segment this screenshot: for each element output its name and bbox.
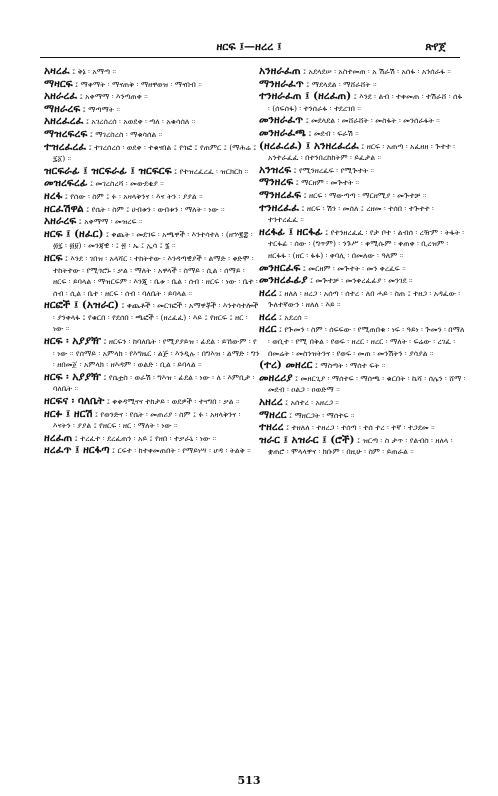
entry-headword: ማንዘራፈጥ: [259, 77, 304, 90]
dictionary-entry: [259, 435, 466, 458]
dictionary-entry: [44, 396, 260, 408]
dictionary-entry: [259, 203, 466, 226]
entry-headword: ዝራር ፤ አዝራር ፤ (ሮች): [259, 433, 355, 446]
entry-headword: አዘረረ: [259, 396, 283, 409]
dictionary-entry: [44, 409, 260, 432]
entry-headword: ዝርፍራፊ ፤ ዝርፍራፊ ፤ ዝርፍርፍ: [44, 164, 172, 177]
entry-headword: መዘረሪያ: [259, 371, 293, 384]
entry-headword: ማዘራረፍ: [44, 102, 81, 115]
entry-headword: አዛረፈ: [44, 66, 70, 77]
entry-headword: አንዝረፍ: [259, 163, 292, 176]
entry-definition: ፤ መጕተቻ ፡ መንቀረፈፊያ ፡ መንገደ ።: [310, 276, 413, 286]
entry-definition: ፤ አገረሰረሰ ፡ አወደቀ ፡ ጣለ ፡ አቁሳሰለ ።: [85, 117, 196, 127]
entry-definition: ፤ ዝርጣ ፡ ስ ታጥ ፡ የልብስ ፡ ዘለላ ፡ ቋጠሮ ፡ ሞላላዋና ፡ ክቡም ፡ በዚሁ ፡ ስም ፡ ይጠራል ።: [268, 435, 453, 457]
entry-headword: ዘረፈጥ ፤ ዘርፋጣ: [44, 444, 110, 457]
entry-definition: ፤ መዘርጊያ ፡ ማሰተፍ ፡ ማሰጫ ፡ ቁርበት ፡ ኬሻ ፡ ሰሌን ፡ ሸማ ፡ መደብ ፡ ዐልጋ ፡ ዐወድማ ።: [268, 373, 466, 395]
entry-definition: ፤ መደላደል ፡ መሸራሸት ፡ መስፋት ፡ መንሰራፋት ።: [305, 116, 440, 126]
entry-definition: ፤ እንደ ፡ ልብ ፡ ተቀመጠ ፡ ተሽራሸ ፡ ሰፋ ፡ (ሰፍሰፋ) ፡ ተንሰራፋ ፡ ተደረገበ ።: [268, 92, 463, 113]
dictionary-entry: [259, 410, 466, 422]
entry-headword: ዘርፍና ፡ ባለቤት: [44, 395, 105, 408]
dictionary-entry: [259, 422, 466, 434]
dictionary-entry: [44, 372, 260, 395]
entry-definition: ፤ ርፍተ ፡ ከተቀመጠበት ፡ የማይነሣ ፡ ሆዳ ፡ ትልቅ ።: [112, 446, 251, 456]
right-column: [259, 66, 466, 770]
entry-headword: ማዛርፍ: [44, 77, 73, 90]
entry-headword: አንዘራፈጠ: [259, 66, 301, 77]
entry-headword: (ተረ) መዘረር: [259, 359, 313, 372]
dictionary-entry: [44, 229, 260, 252]
dictionary-entry: [44, 191, 260, 203]
entry-definition: ፤ የወንድና ፡ የሴት ፡ መጠሪያ ፡ ስም ፤ ፉ ፡ አዛላቅንና ፡ እናትን ፡ ያያል ፤ የዘርፍ ፡ ዘር ፡ ማለት ፡ ነው ።: [53, 409, 241, 431]
entry-headword: ዘረረ: [259, 310, 277, 323]
page-code: ጽየጀ: [425, 40, 446, 53]
entry-headword: ተንዘራፈጠ ፤ (ዘረፈጠ): [259, 90, 352, 103]
entry-headword: ዘርፍ ፡ አያያዥ: [44, 370, 101, 383]
dictionary-entry: [44, 445, 260, 457]
page-number: 513: [237, 774, 261, 787]
entry-headword: መንዘራፈጥ: [259, 114, 304, 127]
dictionary-entry: [259, 115, 466, 127]
entry-definition: ፤ አደረሰ ።: [278, 312, 308, 322]
entry-headword: (ዘረፈረፈ) ፤ አንዘረፈረፈ: [259, 139, 359, 152]
entry-headword: ዘረፋፊ ፤ ዘርፋፊ: [259, 225, 323, 238]
entry-definition: ፤ ማስጣት ፡ ማሰተ ፍት ።: [314, 361, 386, 371]
entry-headword: መንዘራፈጫ: [259, 126, 306, 139]
entry-headword: ማዘረር: [259, 408, 287, 421]
dictionary-entry: [44, 66, 260, 78]
entry-definition: ፤ ዘርፍ ፡ ሽን ፡ መሰለ ፤ ረዘመ ፡ ተሰበ ፡ ተጕተተ ፡ ተንተረፈፈ ።: [268, 203, 434, 225]
dictionary-entry: [44, 129, 260, 141]
entry-definition: ፤ ዘርፍን ፡ ከባለቤት ፡ የሚያያይዝ ፡ ፊደል ፡ ይኸውም ፡ የ ፡ ነው ። የሰማይ ፡ አምላክ ፡ የእግዜር ፡ ልጅ ፡ እንዲሉ ፡ በግእዝ ፡ ልማድ ፡ ግን ፡ ዘበመጀ ፡ አምላክ ፡ ዘእዳም ፡ ወልድ ፡ ቢል ፡ ይባላል ።: [53, 337, 260, 370]
header-rule: [40, 57, 460, 58]
entry-definition: ፤ እንደ ፡ ገበዝ ፡ አላሻር ፡ ተከትተው ፡ እንዳጣዊያች ፡ ልማድ ፡ ቀድሞ ፡ ተከትተው ፡ የሚጎሮኑ ፡ ቃል ፡ ማለት ፡ አዋላች ፡ ስማይ ፡ ሲል ፡ ሰማይ ፡ ዘርፍ ፡ ይባላል ፡ ማዝርፍም ፡ እንጂ ፡ ቤቱ ፡ ቤል ፡ ሰብ ፡ ዘርፍ ፡ ነው ፡ ቤተ ፡ ሰብ ፡ ሲል ፡ ቤተ ፡ ዘርፍ ፡ ሰብ ፡ ባለቤት ፡ ይባላል ።: [53, 253, 258, 298]
dictionary-entry: [44, 433, 260, 445]
dictionary-entry: [44, 204, 260, 216]
entry-headword: ዘረፋ: [44, 189, 63, 202]
entry-definition: ፤ አደላደሠ ፡ አስተመጠ ፡ አ ሽራሽ ፡ አሰፋ ፡ አንሰራፋ ።: [302, 67, 451, 76]
dictionary-entry: [259, 128, 466, 140]
dictionary-entry: [44, 104, 260, 116]
dictionary-entry: [259, 324, 466, 359]
entry-headword: ማዝረፍረፍ: [44, 127, 88, 140]
dictionary-entry: [259, 141, 466, 164]
entry-definition: ፤ ማጣማት ።: [82, 104, 120, 114]
entry-definition: ፤ ዘርፍ ፡ አጠጣ ፡ አፈዘዘ ፡ ጕተተ ፡ አንተራፈፈ ፡ በተንበረከከትም ፡ ይፈታል ።: [268, 141, 456, 163]
entry-definition: ፤ መርዘም ፡ መጕተት ፡ መን ቀረፈፍ ።: [302, 263, 406, 273]
dictionary-entry: [259, 397, 466, 409]
dictionary-entry: [44, 116, 260, 128]
entry-definition: ፤ አቀማማ ፡ መዝረፍ ።: [78, 217, 143, 227]
entry-definition: ፤ ተረፈተ ፡ ደረፈጠን ፡ አይ ፤ የዘበ ፡ ተቃራኒ ፡ ነው ።: [74, 433, 217, 443]
entry-definition: ፤ አሰተረ ፡ አዘረጋ ።: [285, 398, 339, 408]
dictionary-entry: [259, 275, 466, 287]
entry-definition: ፤ የተዝረፈረፈ ፡ ዝርክርክ ።: [173, 166, 249, 176]
entry-headword: ዘረረ: [259, 286, 277, 299]
entry-headword: አዘረፈረፈ: [44, 115, 84, 128]
dictionary-entry: [259, 177, 466, 189]
entry-definition: ፤ የጕመን ፡ ስም ፡ ሰፍፍው ፡ የሚጠበቁ ፡ ነፍ ፡ ዓይነ ፡ ጕመን ፡ በማለ ፡ ወቢተ ፡ የሚ በቅል ፡ የወፍ ፡ ዘረር ፡ ዘረር ፡ ማለት ፡ ፍሬው ፡ ረገፈ ፡ በመሬት ፡ መስንዝትንና ፡ የወፍ ፡ መጠ ፡ መንሽትን ፡ ያሳያል ።: [268, 325, 465, 358]
dictionary-entry: [259, 263, 466, 275]
entry-headword: መንዘርፈፍ: [259, 261, 301, 274]
entry-definition: ፤ ማርዘም ፡ መጕተት ።: [295, 178, 360, 188]
entry-definition: ፤ ቀጨቶች ፡ መርገፎች ፡ አማዋቾች ፡ እንተሳተሎች ፡ ያንቀላፋ ፤ የቁርበ ፡ የደሰበ ፡ ጫፎች ፡ (ዘረፈፈ) ፡ እይ ፤ የዘርፍ ፤ ዘር ፡ ነው ።: [53, 301, 259, 334]
entry-headword: ዘረር: [259, 323, 277, 336]
dictionary-entry: [44, 142, 260, 165]
entry-headword: ዘርፎች ፤ (አዝራር): [44, 299, 119, 312]
entry-headword: ዘርፍ ፤ (ዘፈር): [44, 227, 104, 240]
dictionary-entry: [259, 190, 466, 202]
entry-definition: ፤ ማዘርጋት ፡ ማሰተፍ ።: [288, 410, 355, 420]
entry-definition: ፤ ቀቀዳሚናና ተከታይ ፡ ወደዎች ፡ ተናግበ ፡ ቃል ።: [106, 397, 240, 407]
entry-definition: ፤ ማገረስረስ ፡ ማቁሳሰል ።: [89, 129, 163, 139]
entry-definition: ፤ የሴቷስ ፡ ወራሽ ፡ ግእዝ ፡ ፊደል ፡ ነው ፡ ለ ፡ እምቢታ ፡ ባለቤት ።: [53, 372, 255, 394]
entry-headword: ዘርፍ: [44, 251, 63, 264]
dictionary-entry: [44, 166, 260, 178]
dictionary-entry: [259, 360, 466, 372]
entry-definition: ፤ ቅኔ ፡ አማጣ ።: [72, 67, 117, 76]
entry-headword: መዝረፍረፊ: [44, 177, 88, 190]
dictionary-entry: [44, 253, 260, 299]
entry-headword: አዘራረፍ: [44, 215, 77, 228]
entry-headword: ማንዘረፈፍ: [259, 188, 302, 201]
entry-definition: ፤ ተዘለለ ፡ ተዘረጋ ፡ ተሰጣ ፡ ተሰ ተረ ፡ ተኛ ፡ ተጋደመ ።: [285, 423, 435, 433]
dictionary-entry: [259, 165, 466, 177]
dictionary-entry: [259, 79, 466, 91]
entry-definition: ፤ መደብ ፡ ፍራሽ ።: [308, 128, 359, 138]
entry-definition: ፤ የሰው ፡ ስም ፤ ፉ ፡ አዛላቅንና ፡ እና ትን ፡ ያያል ።: [64, 191, 203, 201]
dictionary-entry: [44, 300, 260, 335]
entry-headword: ማንዘረፍ: [259, 176, 294, 189]
entry-headword: ዘርፉ ፤ ዘርሽ: [44, 407, 93, 420]
entry-headword: ተንዘረፈፈ: [259, 201, 299, 214]
left-column: [44, 66, 260, 770]
dictionary-entry: [259, 288, 466, 311]
entry-headword: ተዝረፈረፈ: [44, 140, 87, 153]
entry-definition: ፤ ማቀማት ፡ ማናጠቅ ፡ ማዘዋወዝ ፡ ማናበብ ።: [75, 79, 202, 89]
entry-headword: ተዘረረ: [259, 421, 284, 434]
dictionary-entry: [44, 216, 260, 228]
dictionary-entry: [259, 91, 466, 114]
entry-definition: ፤ ዘርፍ ፡ ማውጣጣ ፡ ማርዘሚያ ፡ መጕተቻ ።: [303, 190, 427, 200]
dictionary-entry: [259, 312, 466, 324]
dictionary-entry: [259, 227, 466, 262]
entry-headword: መንዘረፈፊያ: [259, 274, 308, 287]
entry-headword: ዘረፈጠ: [44, 431, 73, 444]
running-header: ዘርፍ ፤—ዘረረ ፤: [216, 40, 282, 53]
entry-definition: ፤ አቀማማ ፡ እንጣጠቀ ።: [79, 92, 148, 102]
entry-headword: አዘራረፈ: [44, 90, 78, 103]
dictionary-entry: [44, 336, 260, 371]
entry-definition: ፤ ዘለለ ፡ ዘረጋ ፡ አሰጣ ፡ ሰተረ ፡ ለበ ሓይ ፡ ስጠ ፤ ተዘጋ ፡ አዳፈው ፡ ጕለተኛውን ፡ ዘለለ ፡ እይ ።: [268, 288, 461, 310]
dictionary-entry: [44, 178, 260, 190]
dictionary-entry: [44, 91, 260, 103]
entry-definition: ፤ የተንዘረፈፈ ፡ የታ ቦተ ፡ ልብሰ ፡ ረዥም ፡ ትፋት ፡ ተርፋፊ ፡ ሰው ፡ (ግጥም) ፡ ንጉሥ ፡ ቀሚሱም ፡ ቀጠቀ ፡ ቢረዝም ፡ ዘርፋፋ ፡ (ዘር ፡ ፋፋ) ፡ ቀባሊ ፡ በመለው ፡ ዓለም ።: [268, 227, 465, 260]
dictionary-entry: [259, 373, 466, 396]
entry-definition: ፤ የሴት ፡ ስም ፤ ሀብቱን ፡ ውበቱን ፡ ማለት ፡ ነው ።: [86, 204, 225, 214]
entry-definition: ፤ ማደላደል ፡ ማሸራሸት ።: [306, 79, 377, 89]
entry-headword: ዘርፍ ፡ አያያዥ: [44, 335, 101, 348]
entry-definition: ፤ ቀጨት ፡ መደገፍ ፡ አጫዋች ፡ እንተሳተለ ፡ (ዘኍ፪፰ ፡ ፴፯ ፡ ፴፱) ፡ መንጃዊ ፡ ፤ ፳ ፡ ኤ ፤ ኢሳ ፤ ፮ ።: [53, 229, 253, 251]
entry-definition: ፤ መገረስረሻ ፡ መውደቂያ ።: [89, 179, 164, 189]
entry-definition: ፤ የሚንዘረፈፍ ፡ የሚጕተት ።: [293, 165, 375, 175]
dictionary-entry: [44, 79, 260, 91]
entry-definition: ፤ ተገረሰረሰ ፡ ወደቀ ፡ ተቁናበል ፤ የጎፎ ፤ የጠምር ፤ (ማሕሬ ፤ ፯፩) ።: [53, 142, 257, 164]
dictionary-entry: [259, 66, 466, 78]
entry-headword: ዘርፈሽዋል: [44, 202, 84, 215]
